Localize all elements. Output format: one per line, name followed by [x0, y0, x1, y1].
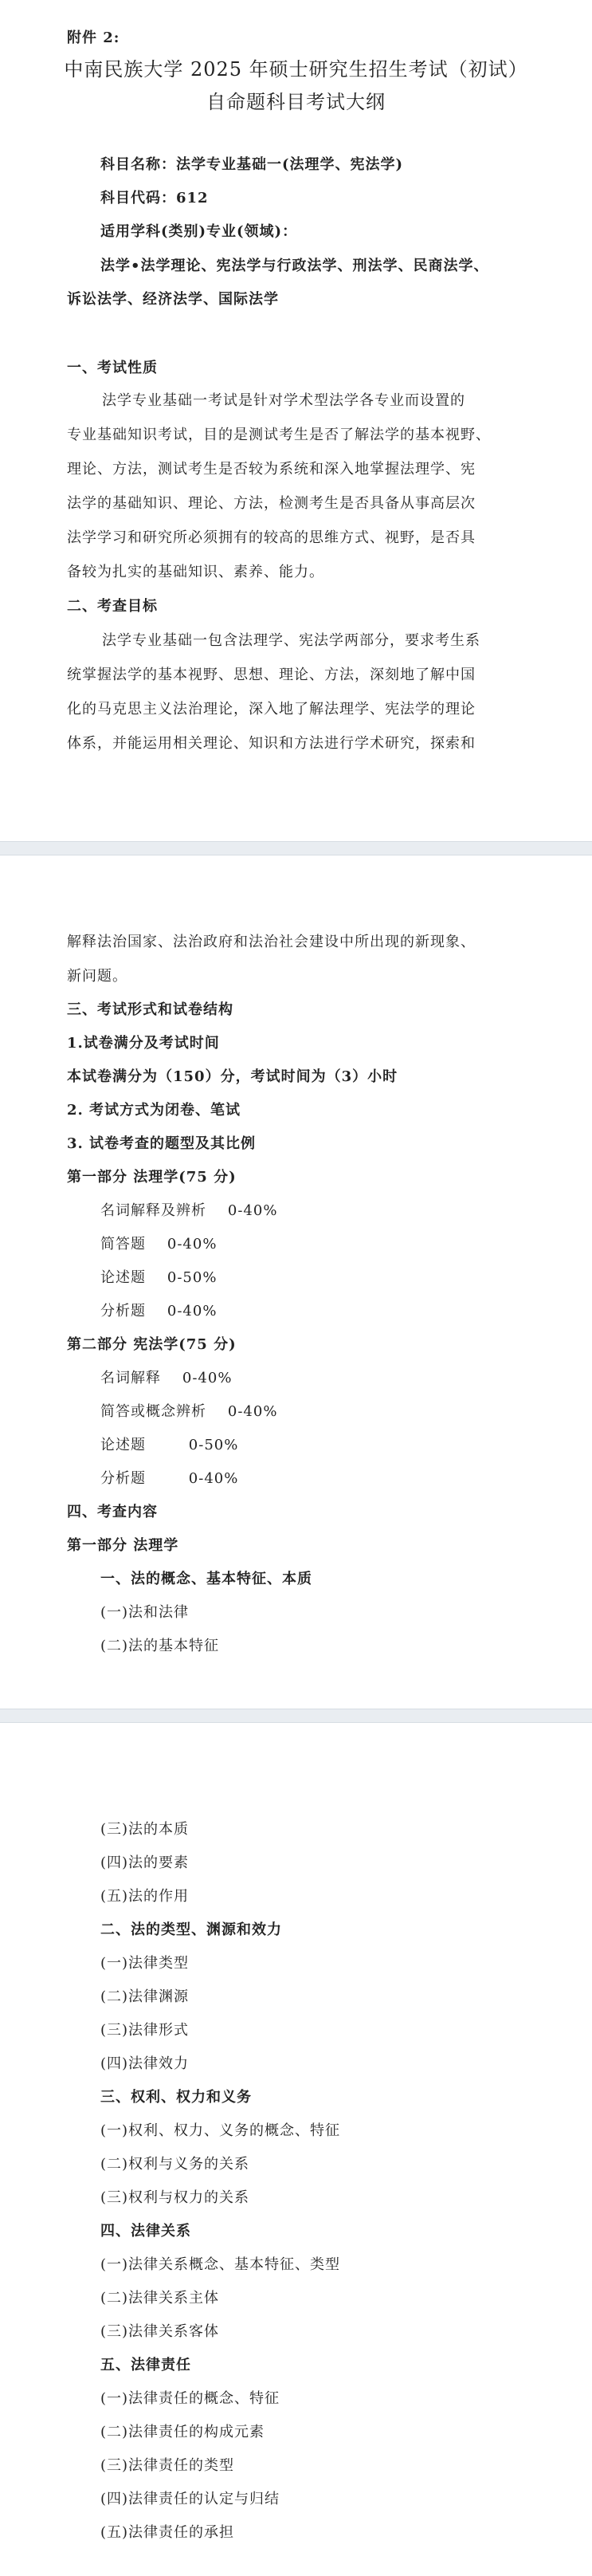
section-heading: 二、考查目标 — [67, 598, 158, 615]
annex-label: 附件 2: — [67, 29, 120, 46]
outline-item: (三)法律责任的类型 — [100, 2457, 235, 2474]
outline-item: (三)法的本质 — [100, 1821, 190, 1838]
outline-item: (五)法的作用 — [100, 1888, 190, 1905]
question-type-row: 名词解释及辨析 0-40% — [100, 1202, 278, 1219]
chapter-heading: 五、法律责任 — [100, 2357, 191, 2373]
outline-item: (二)法的基本特征 — [100, 1638, 220, 1654]
outline-item: (二)法律责任的构成元素 — [100, 2424, 265, 2440]
question-type-row: 论述题 0-50% — [100, 1269, 218, 1286]
section-heading: 一、考试性质 — [67, 360, 158, 376]
majors-line-2: 诉讼法学、经济法学、国际法学 — [67, 291, 279, 308]
outline-item: (三)权利与权力的关系 — [100, 2189, 250, 2206]
document-page-3 — [0, 1723, 592, 2576]
content-part-heading: 第一部分 法理学 — [67, 1537, 179, 1554]
paragraph-line: 法学专业基础一考试是针对学术型法学各专业而设置的 — [102, 392, 465, 409]
document-page-2 — [0, 855, 592, 1709]
chapter-heading: 一、法的概念、基本特征、本质 — [100, 1571, 312, 1587]
subject-code: 科目代码：612 — [100, 190, 209, 206]
outline-item: (一)法律责任的概念、特征 — [100, 2390, 280, 2407]
chapter-heading: 三、权利、权力和义务 — [100, 2089, 252, 2106]
outline-item: (一)法律类型 — [100, 1955, 190, 1972]
outline-item: (一)权利、权力、义务的概念、特征 — [100, 2122, 341, 2139]
outline-item: (三)法律关系客体 — [100, 2323, 220, 2340]
applicable-majors-label: 适用学科(类别)专业(领域)： — [100, 223, 298, 240]
paragraph-line: 化的马克思主义法治理论，深入地了解法理学、宪法学的理论 — [67, 701, 476, 718]
subsection-heading: 2. 考试方式为闭卷、笔试 — [67, 1102, 241, 1119]
paragraph-line: 新问题。 — [67, 968, 127, 985]
paragraph-line: 理论、方法，测试考生是否较为系统和深入地掌握法理学、宪 — [67, 461, 476, 478]
outline-item: (四)法律责任的认定与归结 — [100, 2491, 280, 2507]
question-type-row: 名词解释 0-40% — [100, 1370, 233, 1386]
paragraph-line: 专业基础知识考试，目的是测试考生是否了解法学的基本视野、 — [67, 427, 491, 443]
chapter-heading: 二、法的类型、渊源和效力 — [100, 1921, 282, 1938]
paragraph-line: 法学的基础知识、理论、方法，检测考生是否具备从事高层次 — [67, 495, 476, 512]
question-type-row: 简答题 0-40% — [100, 1236, 218, 1253]
document-title-line2: 自命题科目考试大纲 — [206, 91, 386, 113]
outline-item: (一)法律关系概念、基本特征、类型 — [100, 2256, 341, 2273]
outline-item: (二)法律渊源 — [100, 1988, 190, 2005]
section-heading: 三、考试形式和试卷结构 — [67, 1001, 233, 1018]
subsection-heading: 3. 试卷考查的题型及其比例 — [67, 1135, 257, 1152]
question-type-row: 简答或概念辨析 0-40% — [100, 1403, 278, 1420]
paragraph-line: 法学学习和研究所必须拥有的较高的思维方式、视野，是否具 — [67, 529, 476, 546]
subsection-heading: 1.试卷满分及考试时间 — [67, 1035, 220, 1052]
page-separator — [0, 1709, 592, 1723]
outline-item: (五)法律责任的承担 — [100, 2524, 235, 2541]
chapter-heading: 四、法律关系 — [100, 2223, 191, 2240]
question-type-row: 分析题 0-40% — [100, 1470, 239, 1487]
subject-name: 科目名称：法学专业基础一(法理学、宪法学) — [100, 156, 404, 173]
part-heading: 第二部分 宪法学(75 分) — [67, 1336, 237, 1353]
question-type-row: 分析题 0-40% — [100, 1303, 218, 1319]
paragraph-line: 统掌握法学的基本视野、思想、理论、方法，深刻地了解中国 — [67, 667, 476, 683]
document-title-line1: 中南民族大学 2025 年硕士研究生招生考试（初试） — [64, 58, 528, 81]
outline-item: (三)法律形式 — [100, 2022, 190, 2039]
page-separator — [0, 841, 592, 855]
paragraph-line: 法学专业基础一包含法理学、宪法学两部分，要求考生系 — [102, 632, 480, 649]
part-heading: 第一部分 法理学(75 分) — [67, 1169, 237, 1186]
exam-score-time: 本试卷满分为（150）分，考试时间为（3）小时 — [67, 1068, 398, 1085]
question-type-row: 论述题 0-50% — [100, 1437, 239, 1453]
outline-item: (二)法律关系主体 — [100, 2290, 220, 2307]
paragraph-line: 备较为扎实的基础知识、素养、能力。 — [67, 564, 324, 580]
section-heading: 四、考查内容 — [67, 1504, 158, 1520]
outline-item: (四)法的要素 — [100, 1854, 190, 1871]
outline-item: (二)权利与义务的关系 — [100, 2156, 250, 2173]
outline-item: (四)法律效力 — [100, 2055, 190, 2072]
outline-item: (一)法和法律 — [100, 1604, 190, 1621]
document-page-1 — [0, 0, 592, 841]
majors-line-1: 法学•法学理论、宪法学与行政法学、刑法学、民商法学、 — [100, 258, 489, 274]
paragraph-line: 解释法治国家、法治政府和法治社会建设中所出现的新现象、 — [67, 934, 476, 950]
paragraph-line: 体系，并能运用相关理论、知识和方法进行学术研究，探索和 — [67, 735, 476, 752]
